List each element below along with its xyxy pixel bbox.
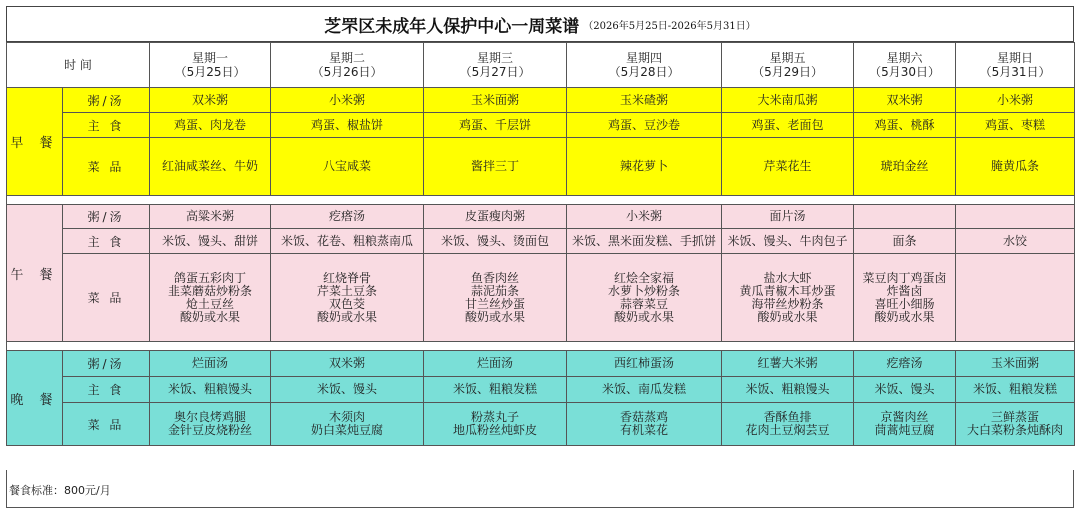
menu-cell [567, 254, 722, 342]
menu-cell [424, 88, 567, 113]
dish-line: 双米粥 [886, 92, 923, 107]
dish-line: 黄瓜青椒木耳炒蛋 [739, 283, 836, 298]
dish-line: 地瓜粉丝炖虾皮 [453, 423, 538, 437]
menu-row [7, 113, 1075, 138]
menu-cell [956, 229, 1075, 254]
time-header: 时 间 [7, 43, 150, 88]
menu-cell [271, 351, 424, 377]
menu-cell [424, 229, 567, 254]
dish-line: 香酥鱼排 [763, 410, 812, 424]
dish-line: 双色茭 [329, 296, 366, 311]
dish-line: 鸡蛋、老面包 [751, 117, 824, 132]
menu-cell [854, 229, 956, 254]
footer [6, 470, 1074, 508]
dish-line: 鸡蛋、枣糕 [985, 117, 1046, 132]
dish-line: 香菇蒸鸡 [620, 410, 669, 424]
day-header [956, 43, 1075, 88]
dish-line: 小米粥 [997, 92, 1034, 107]
dish-line: 芹菜花生 [763, 159, 812, 173]
row-label: 菜 品 [63, 254, 150, 342]
menu-row [7, 351, 1075, 377]
menu-cell [722, 205, 854, 229]
dish-line: 疙瘩汤 [886, 356, 923, 370]
dish-line: 米饭、花卷、粗粮蒸南瓜 [281, 233, 414, 248]
dish-line: 面条 [892, 233, 917, 248]
day-date: （5月30日） [869, 65, 940, 79]
dish-line: 八宝咸菜 [323, 159, 372, 173]
dish-line: 大白菜粉条炖酥肉 [967, 423, 1064, 437]
day-date: （5月26日） [311, 65, 383, 79]
dish-line: 水萝卜炒粉条 [608, 283, 681, 298]
dish-line: 米饭、馒头、甜饼 [162, 233, 259, 248]
dish-line: 玉米碴粥 [620, 92, 669, 107]
menu-cell [424, 377, 567, 403]
menu-row [7, 403, 1075, 446]
menu-cell [956, 403, 1075, 446]
dish-line: 水饺 [1003, 233, 1028, 248]
menu-cell [424, 205, 567, 229]
menu-cell [271, 377, 424, 403]
menu-cell [567, 88, 722, 113]
dish-line: 韭菜蘑菇炒粉条 [168, 283, 253, 298]
dish-line: 红烩全家福 [614, 270, 675, 285]
dish-line: 红薯大米粥 [757, 356, 818, 370]
header-row [7, 43, 1075, 88]
menu-cell [956, 254, 1075, 342]
dish-line: 腌黄瓜条 [991, 159, 1040, 173]
menu-cell [150, 403, 271, 446]
day-name: 星期日 [997, 51, 1034, 65]
menu-cell [854, 113, 956, 138]
dish-line: 玉米面粥 [991, 356, 1040, 370]
menu-row [7, 377, 1075, 403]
dish-line: 皮蛋瘦肉粥 [465, 209, 526, 223]
menu-cell [424, 113, 567, 138]
dish-line: 菜豆肉丁鸡蛋卤 [862, 270, 947, 285]
dish-line: 高粱米粥 [186, 209, 235, 223]
menu-cell [271, 254, 424, 342]
row-label: 主 食 [63, 113, 150, 138]
menu-cell [722, 229, 854, 254]
dish-line: 鸽蛋五彩肉丁 [174, 270, 247, 285]
dish-line: 花肉土豆焖芸豆 [745, 423, 830, 437]
separator-cell [7, 196, 1075, 205]
dish-line: 双米粥 [192, 92, 229, 107]
dish-line: 米饭、粗粮馒头 [168, 382, 253, 396]
menu-cell [722, 88, 854, 113]
dish-line: 鸡蛋、豆沙卷 [608, 117, 681, 132]
meal-standard: 餐食标准：800元/月 [9, 484, 111, 497]
menu-row [7, 138, 1075, 196]
row-label: 粥/汤 [63, 351, 150, 377]
dish-line: 小米粥 [626, 209, 663, 223]
dish-line: 鸡蛋、椒盐饼 [311, 117, 384, 132]
menu-cell [271, 138, 424, 196]
dish-line: 大米南瓜粥 [757, 92, 818, 107]
menu-row [7, 254, 1075, 342]
date-range: （2026年5月25日-2026年5月31日） [583, 20, 756, 32]
dish-line: 三鲜蒸蛋 [991, 410, 1040, 424]
meal-label: 早 餐 [7, 88, 63, 196]
menu-cell [956, 88, 1075, 113]
menu-row [7, 88, 1075, 113]
meal-label: 午 餐 [7, 205, 63, 342]
dish-line: 酸奶或水果 [874, 309, 935, 324]
menu-cell [150, 229, 271, 254]
dish-line: 奶白菜炖豆腐 [311, 423, 384, 437]
menu-cell [150, 254, 271, 342]
dish-line: 小米粥 [329, 92, 366, 107]
day-name: 星期一 [192, 51, 229, 65]
menu-title: 芝罘区未成年人保护中心一周菜谱 [324, 16, 580, 37]
row-label: 菜 品 [63, 138, 150, 196]
dish-line: 盐水大虾 [763, 270, 812, 285]
dish-line: 米饭、粗粮发糕 [453, 382, 538, 396]
dish-line: 酱拌三丁 [471, 159, 520, 173]
dish-line: 茼蒿炖豆腐 [874, 423, 935, 437]
menu-cell [567, 377, 722, 403]
meal-separator [7, 342, 1075, 351]
dish-line: 鸡蛋、肉龙卷 [174, 117, 247, 132]
menu-cell [567, 403, 722, 446]
menu-cell [956, 205, 1075, 229]
meal-separator [7, 196, 1075, 205]
separator-cell [7, 342, 1075, 351]
dish-line: 烂面汤 [477, 356, 514, 370]
menu-cell [271, 88, 424, 113]
dish-line: 米饭、馒头 [874, 382, 935, 396]
menu-cell [722, 351, 854, 377]
title-bar [6, 6, 1074, 42]
weekly-menu-table [6, 42, 1075, 446]
menu-cell [722, 113, 854, 138]
menu-cell [150, 113, 271, 138]
dish-line: 木须肉 [329, 410, 366, 424]
menu-row [7, 205, 1075, 229]
menu-cell [722, 138, 854, 196]
dish-line: 酸奶或水果 [317, 309, 378, 324]
dish-line: 烂面汤 [192, 356, 229, 370]
menu-cell [424, 254, 567, 342]
row-label: 主 食 [63, 377, 150, 403]
menu-cell [956, 138, 1075, 196]
dish-line: 奥尔良烤鸡腿 [174, 410, 247, 424]
menu-cell [722, 377, 854, 403]
day-date: （5月25日） [174, 65, 246, 79]
dish-line: 鸡蛋、桃酥 [874, 117, 935, 132]
day-name: 星期三 [477, 51, 514, 65]
dish-line: 蒜蓉菜豆 [620, 296, 669, 311]
dish-line: 有机菜花 [620, 423, 669, 437]
day-header [854, 43, 956, 88]
day-date: （5月31日） [979, 65, 1051, 79]
dish-line: 炸酱卤 [886, 283, 923, 298]
dish-line: 粉蒸丸子 [471, 410, 520, 424]
menu-cell [854, 138, 956, 196]
dish-line: 京酱肉丝 [880, 410, 929, 424]
day-header [271, 43, 424, 88]
row-label: 菜 品 [63, 403, 150, 446]
day-header [424, 43, 567, 88]
menu-cell [956, 377, 1075, 403]
dish-line: 米饭、粗粮馒头 [745, 382, 830, 396]
row-label: 粥/汤 [63, 205, 150, 229]
dish-line: 面片汤 [769, 209, 806, 223]
menu-cell [567, 113, 722, 138]
dish-line: 鱼香肉丝 [471, 270, 520, 285]
day-header [150, 43, 271, 88]
day-date: （5月27日） [459, 65, 531, 79]
dish-line: 海带丝炒粉条 [751, 296, 824, 311]
menu-cell [956, 351, 1075, 377]
dish-line: 酸奶或水果 [757, 309, 818, 324]
menu-cell [956, 113, 1075, 138]
menu-cell [424, 138, 567, 196]
day-date: （5月28日） [608, 65, 680, 79]
menu-cell [271, 403, 424, 446]
row-label: 主 食 [63, 229, 150, 254]
dish-line: 琥珀金丝 [880, 159, 929, 173]
menu-cell [567, 138, 722, 196]
dish-line: 酸奶或水果 [465, 309, 526, 324]
dish-line: 米饭、黑米面发糕、手抓饼 [572, 233, 717, 248]
day-header [722, 43, 854, 88]
menu-cell [854, 403, 956, 446]
dish-line: 蒜泥茄条 [471, 283, 520, 298]
day-date: （5月29日） [752, 65, 823, 79]
menu-cell [271, 113, 424, 138]
dish-line: 酸奶或水果 [180, 309, 241, 324]
day-name: 星期二 [329, 51, 366, 65]
menu-cell [150, 377, 271, 403]
dish-line: 米饭、馒头 [317, 382, 378, 396]
dish-line: 米饭、南瓜发糕 [602, 382, 687, 396]
dish-line: 米饭、馒头、烫面包 [441, 233, 550, 248]
menu-cell [854, 377, 956, 403]
dish-line: 米饭、馒头、牛肉包子 [727, 233, 848, 248]
menu-cell [424, 403, 567, 446]
row-label: 粥/汤 [63, 88, 150, 113]
menu-cell [150, 88, 271, 113]
menu-cell [424, 351, 567, 377]
dish-line: 甘兰丝炒蛋 [465, 296, 526, 311]
menu-cell [271, 229, 424, 254]
dish-line: 喜旺小细肠 [874, 296, 935, 311]
meal-label: 晚 餐 [7, 351, 63, 446]
dish-line: 金针豆皮烧粉丝 [168, 423, 253, 437]
dish-line: 疙瘩汤 [329, 209, 366, 223]
menu-cell [722, 403, 854, 446]
menu-cell [567, 351, 722, 377]
menu-cell [150, 138, 271, 196]
dish-line: 红油咸菜丝、牛奶 [162, 159, 259, 173]
menu-cell [567, 229, 722, 254]
menu-cell [150, 351, 271, 377]
menu-cell [854, 205, 956, 229]
day-name: 星期六 [886, 51, 923, 65]
menu-cell [854, 351, 956, 377]
day-name: 星期四 [626, 51, 663, 65]
dish-line: 芹菜土豆条 [317, 283, 378, 298]
dish-line: 玉米面粥 [471, 92, 520, 107]
dish-line: 辣花萝卜 [620, 159, 669, 173]
dish-line: 酸奶或水果 [614, 309, 675, 324]
day-header [567, 43, 722, 88]
dish-line: 炝土豆丝 [186, 296, 235, 311]
dish-line: 鸡蛋、千层饼 [459, 117, 532, 132]
menu-cell [150, 205, 271, 229]
dish-line: 西红柿蛋汤 [614, 356, 675, 370]
menu-cell [567, 205, 722, 229]
menu-cell [854, 254, 956, 342]
day-name: 星期五 [769, 51, 806, 65]
menu-cell [271, 205, 424, 229]
menu-cell [854, 88, 956, 113]
dish-line: 红烧脊骨 [323, 270, 372, 285]
menu-cell [722, 254, 854, 342]
menu-row [7, 229, 1075, 254]
dish-line: 双米粥 [329, 356, 366, 370]
dish-line: 米饭、粗粮发糕 [973, 382, 1058, 396]
